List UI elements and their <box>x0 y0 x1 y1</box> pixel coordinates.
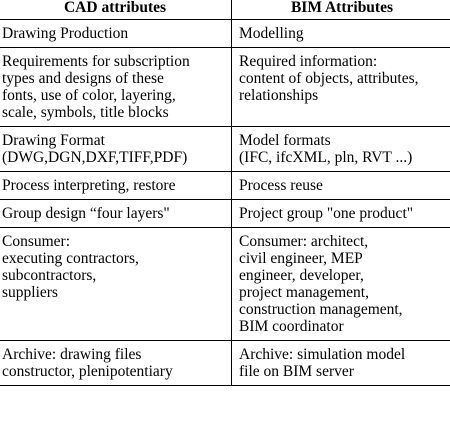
table-row <box>0 48 450 127</box>
cad-cell: Drawing Production <box>0 20 232 48</box>
table-row <box>0 341 450 386</box>
table-row <box>0 200 450 228</box>
cad-cell: Requirements for subscription types and designs of these fonts, use of color, layering, scale, symbols, title blocks <box>0 48 232 127</box>
cad-cell: Consumer: executing contractors, subcontractors, suppliers <box>0 228 232 341</box>
table-row <box>0 172 450 200</box>
cad-cell: Drawing Format (DWG,DGN,DXF,TIFF,PDF) <box>0 127 232 172</box>
bim-cell: Required information: content of objects, attributes, relationships <box>232 48 450 127</box>
cad-cell: Archive: drawing files constructor, plenipotentiary <box>0 341 232 386</box>
cad-cell: Group design “four layers" <box>0 200 232 228</box>
header-bim-attributes: BIM Attributes <box>232 0 450 20</box>
table-row <box>0 20 450 48</box>
table-row <box>0 127 450 172</box>
cad-cell: Process interpreting, restore <box>0 172 232 200</box>
header-row <box>0 0 450 20</box>
bim-cell: Archive: simulation model file on BIM server <box>232 341 450 386</box>
bim-cell: Model formats (IFC, ifcXML, pln, RVT ...) <box>232 127 450 172</box>
bim-cell: Process reuse <box>232 172 450 200</box>
bim-cell: Modelling <box>232 20 450 48</box>
bim-cell: Project group "one product" <box>232 200 450 228</box>
bim-cell: Consumer: architect, civil engineer, MEP engineer, developer, project management, construction management, BIM coordinator <box>232 228 450 341</box>
table-row <box>0 228 450 341</box>
header-cad-attributes: CAD attributes <box>0 0 232 20</box>
